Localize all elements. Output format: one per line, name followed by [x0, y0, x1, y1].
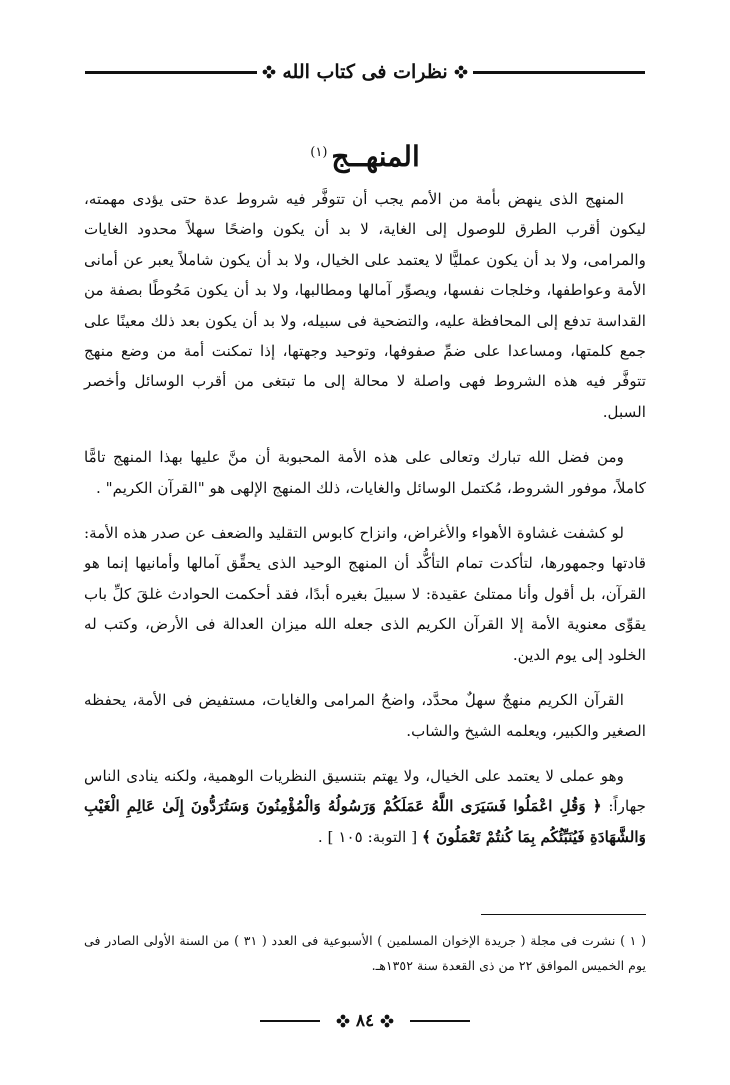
paragraph: القرآن الكريم منهجٌ سهلٌ محدَّد، واضحُ المرامى والغايات، مستفيض فى الأمة، يحفظه الصغير والكبير، ويعلمه الشيخ والشاب.	[84, 691, 646, 740]
footnote-separator	[481, 914, 646, 915]
verse-reference: [ التوبة: ١٠٥ ] .	[317, 827, 418, 846]
running-title: نظرات فى كتاب الله	[282, 61, 448, 83]
header-rule-right	[473, 71, 645, 74]
header-rule-left	[85, 71, 257, 74]
page-number-group	[320, 1010, 410, 1032]
flower-ornament-icon	[262, 65, 276, 79]
running-header	[85, 54, 645, 90]
flower-ornament-icon	[380, 1014, 394, 1028]
body-text	[84, 184, 646, 867]
page-number-footer	[260, 1010, 470, 1032]
header-title-group	[257, 54, 473, 90]
footnote: ( ١ ) نشرت فى مجلة ( جريدة الإخوان المسلمين ) الأسبوعية فى العدد ( ٣١ ) من السنة الأولى الصادر فى يوم الخميس الموافق ٢٢ من ذى القعدة سنة ١٣٥٢هـ.	[84, 933, 646, 973]
flower-ornament-icon	[454, 65, 468, 79]
flower-ornament-icon	[336, 1014, 350, 1028]
footer-rule-right	[410, 1020, 470, 1022]
paragraph: المنهج الذى ينهض بأمة من الأمم يجب أن تتوفَّر فيه شروط عدة حتى يؤدى مهمته، ليكون أقرب الطرق للوصول إلى الغاية، لا بد أن يكون واضحًا سهلاً محدود الغايات والمرامى، ولا بد أن يكون عمليًّا لا يعتمد على الخيال، ولا بد أن يكون شاملاً يعبر عن أمانى الأمة وعواطفها، وخلجات نفسها، ويصوِّر آمالها ومطالبها، ولا بد أن يكون مَحُوطًا بصفة من القداسة تدفع إلى المحافظة عليه، والتضحية فى سبيله، ولا بد أن يكون بعد ذلك معينًا على جمع كلمتها، ومساعدا على ضمِّ صفوفها، وتوحيد وجهتها، إذا تمكنت أمة من وضع منهج تتوفَّر فيه هذه الشروط فهى واصلة لا محالة إلى ما تبتغى من أقرب الوسائل وأخصر السبل.	[84, 190, 646, 421]
paragraph: ومن فضل الله تبارك وتعالى على هذه الأمة المحبوبة أن منَّ عليها بهذا المنهج تامًّا كاملاً، موفور الشروط، مُكتمل الوسائل والغايات، ذلك المنهج الإلهى هو "القرآن الكريم" .	[84, 448, 646, 497]
paragraph-intro: وهو عملى لا يعتمد على الخيال، ولا يهتم بتنسيق النظريات الوهمية، ولكنه ينادى الناس جهاراً:	[84, 766, 646, 816]
page-number: ٨٤	[355, 1011, 375, 1031]
chapter-heading	[0, 140, 730, 173]
chapter-title: المنهــج	[331, 140, 420, 173]
paragraph-with-verse	[84, 761, 646, 852]
footer-rule-left	[260, 1020, 320, 1022]
chapter-footnote-marker: (١)	[310, 144, 328, 160]
paragraph: لو كشفت غشاوة الأهواء والأغراض، وانزاح كابوس التقليد والضعف عن صدر هذه الأمة: قادتها وجمهورها، لتأكدت تمام التأكُّد أن المنهج الوحيد الذى يحقِّق آمالها وأمانيها إنما هو القرآن، بل أقول وأنا ممتلئ عقيدة: لا سبيلَ بغيره أبدًا، فقد أحكمت الحوادث غلقَ كلِّ باب يقوِّى معنوية الأمة إلا القرآن الكريم الذى جعله الله ميزان العدالة فى الأرض، وكتب له الخلود إلى يوم الدين.	[84, 524, 646, 664]
quran-verse: ﴿ وَقُلِ اعْمَلُوا فَسَيَرَى اللَّهُ عَمَلَكُمْ وَرَسُولُهُ وَالْمُؤْمِنُونَ وَسَتُرَدُّونَ إِلَىٰ عَالِمِ الْغَيْبِ وَالشَّهَادَةِ فَيُنَبِّئُكُم بِمَا كُنتُمْ تَعْمَلُونَ ﴾	[84, 797, 646, 846]
